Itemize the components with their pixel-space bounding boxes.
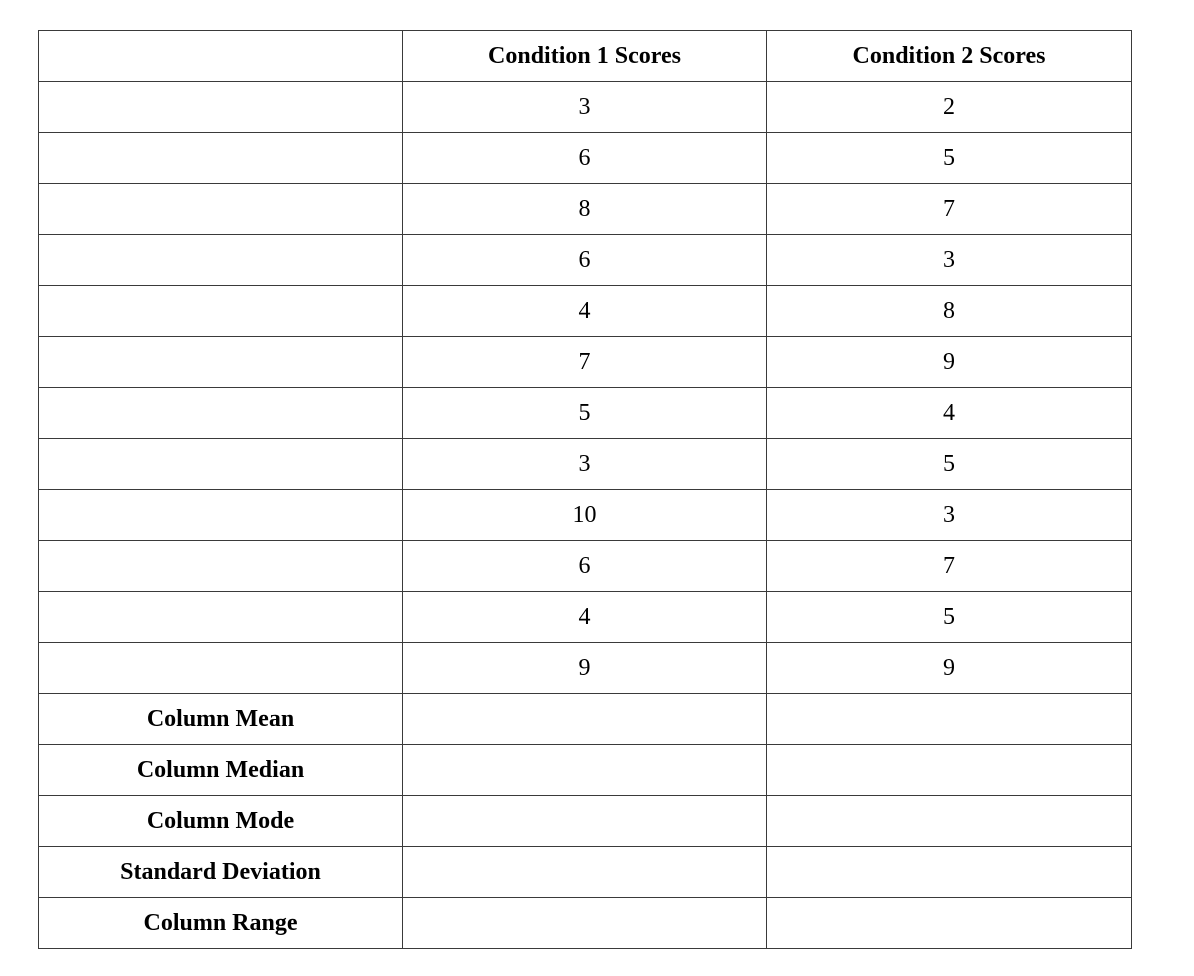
header-blank-cell (39, 31, 403, 82)
summary-rows (39, 694, 1132, 949)
condition-1-cell (403, 847, 767, 898)
stat-label-cell: Standard Deviation (39, 847, 403, 898)
summary-row (39, 745, 1132, 796)
condition-1-cell (403, 898, 767, 949)
row-label-cell (39, 592, 403, 643)
score-row (39, 286, 1132, 337)
row-label-cell (39, 82, 403, 133)
condition-1-cell (403, 796, 767, 847)
row-label-cell (39, 541, 403, 592)
stat-label-cell: Column Mean (39, 694, 403, 745)
summary-row (39, 898, 1132, 949)
condition-2-cell (767, 745, 1132, 796)
condition-1-cell (403, 694, 767, 745)
condition-2-cell: 5 (767, 592, 1132, 643)
condition-1-cell: 6 (403, 235, 767, 286)
row-label-cell (39, 133, 403, 184)
score-row (39, 490, 1132, 541)
stat-label-cell: Column Range (39, 898, 403, 949)
score-row (39, 541, 1132, 592)
condition-2-cell: 7 (767, 184, 1132, 235)
row-label-cell (39, 643, 403, 694)
score-row (39, 388, 1132, 439)
summary-row (39, 796, 1132, 847)
row-label-cell (39, 286, 403, 337)
condition-1-cell: 3 (403, 82, 767, 133)
condition-1-cell: 3 (403, 439, 767, 490)
condition-2-cell (767, 694, 1132, 745)
condition-1-cell: 7 (403, 337, 767, 388)
condition-1-cell (403, 745, 767, 796)
row-label-cell (39, 388, 403, 439)
row-label-cell (39, 184, 403, 235)
stat-label-cell: Column Median (39, 745, 403, 796)
condition-2-cell: 4 (767, 388, 1132, 439)
header-condition-2: Condition 2 Scores (767, 31, 1132, 82)
condition-2-cell: 3 (767, 235, 1132, 286)
condition-2-cell: 2 (767, 82, 1132, 133)
condition-1-cell: 8 (403, 184, 767, 235)
condition-1-cell: 4 (403, 286, 767, 337)
score-row (39, 439, 1132, 490)
row-label-cell (39, 337, 403, 388)
summary-row (39, 847, 1132, 898)
stat-label-cell: Column Mode (39, 796, 403, 847)
condition-1-cell: 10 (403, 490, 767, 541)
row-label-cell (39, 490, 403, 541)
table-header-row (39, 31, 1132, 82)
condition-2-cell: 5 (767, 439, 1132, 490)
condition-2-cell (767, 847, 1132, 898)
condition-2-cell: 9 (767, 643, 1132, 694)
score-row (39, 337, 1132, 388)
scores-table (38, 30, 1132, 949)
condition-1-cell: 6 (403, 133, 767, 184)
condition-2-cell: 7 (767, 541, 1132, 592)
score-row (39, 82, 1132, 133)
score-row (39, 184, 1132, 235)
condition-1-cell: 9 (403, 643, 767, 694)
condition-1-cell: 5 (403, 388, 767, 439)
condition-1-cell: 4 (403, 592, 767, 643)
condition-2-cell: 5 (767, 133, 1132, 184)
condition-2-cell (767, 898, 1132, 949)
row-label-cell (39, 235, 403, 286)
condition-2-cell (767, 796, 1132, 847)
row-label-cell (39, 439, 403, 490)
score-row (39, 592, 1132, 643)
condition-2-cell: 8 (767, 286, 1132, 337)
condition-2-cell: 3 (767, 490, 1132, 541)
score-row (39, 643, 1132, 694)
condition-2-cell: 9 (767, 337, 1132, 388)
header-condition-1: Condition 1 Scores (403, 31, 767, 82)
score-row (39, 133, 1132, 184)
condition-1-cell: 6 (403, 541, 767, 592)
score-row (39, 235, 1132, 286)
score-rows (39, 82, 1132, 694)
summary-row (39, 694, 1132, 745)
